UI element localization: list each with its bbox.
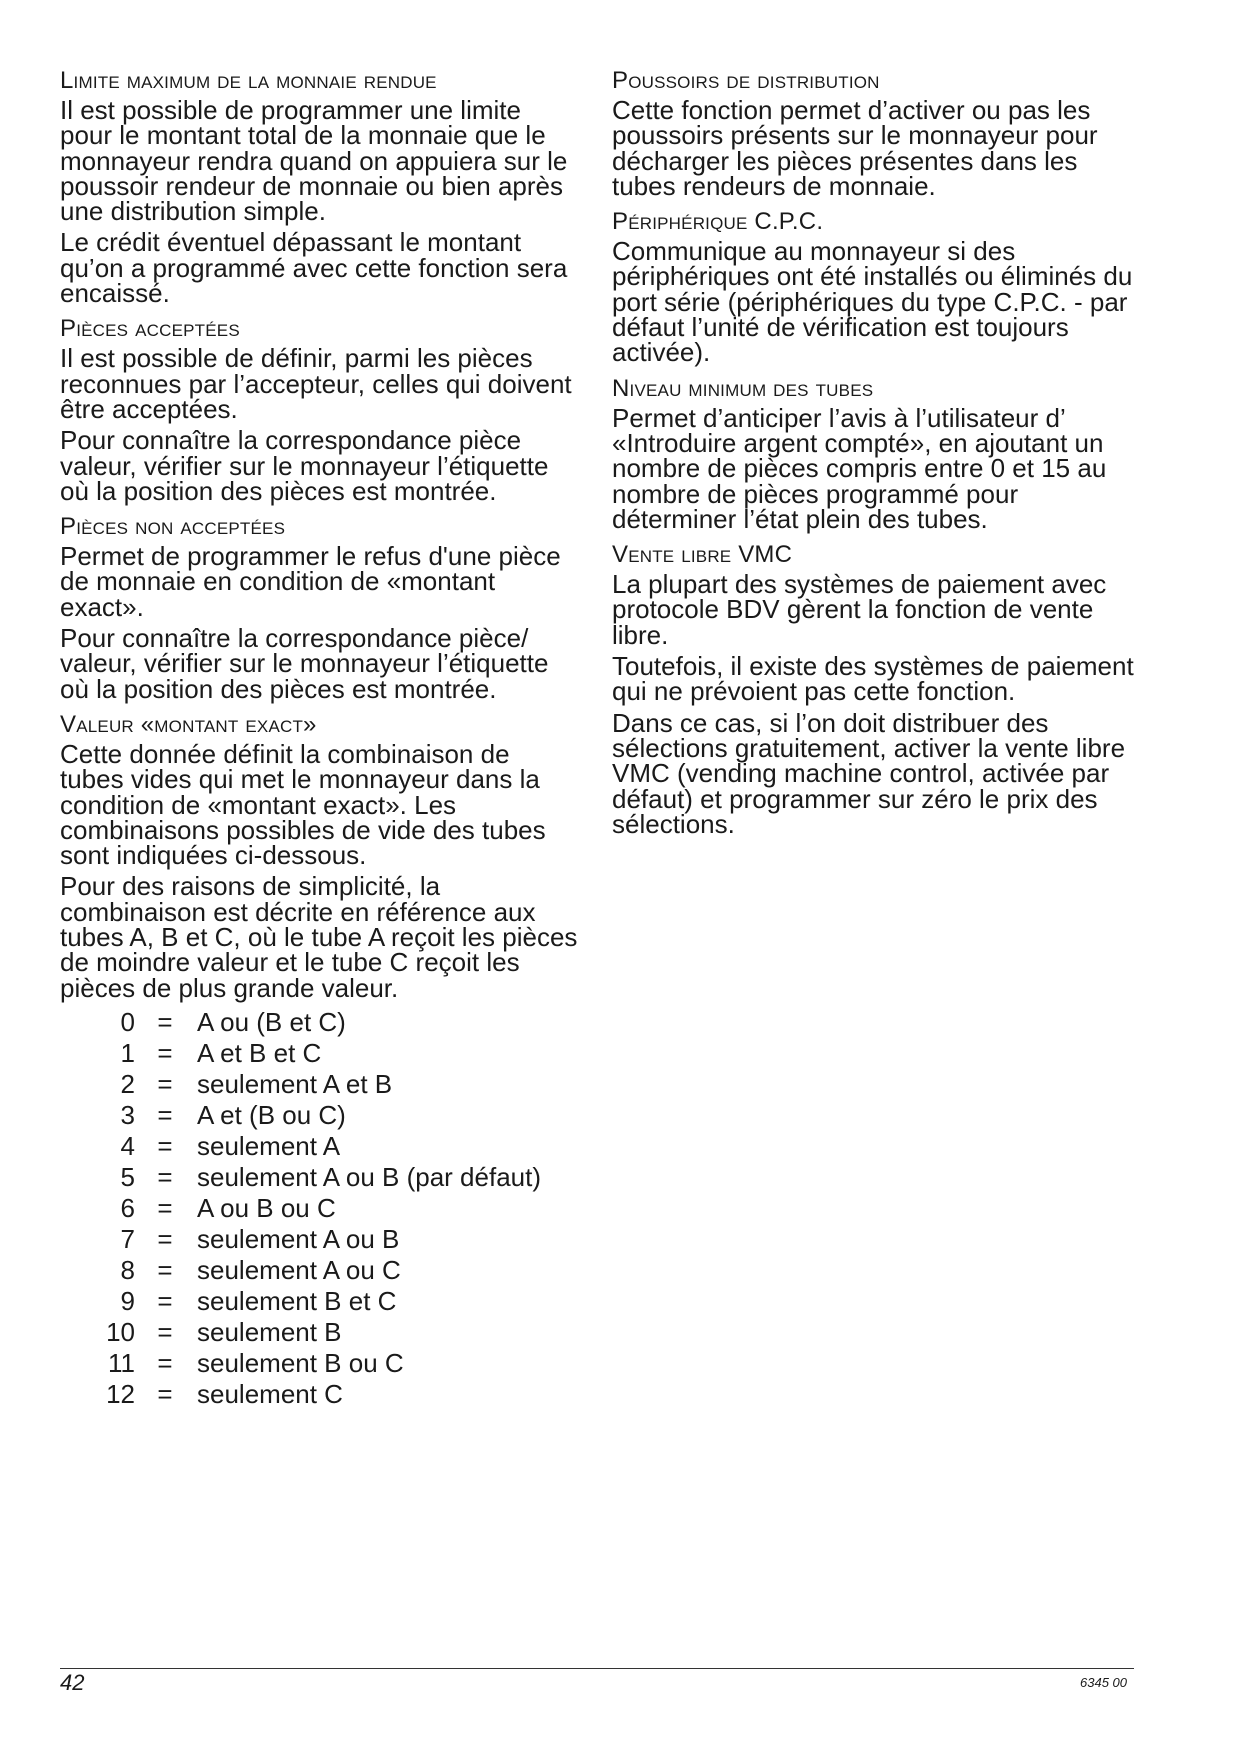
- section-vente-libre-vmc: [612, 542, 1147, 837]
- combination-item: [60, 1100, 580, 1131]
- section-pieces-acceptees: [60, 316, 580, 504]
- section-heading: Périphérique C.P.C.: [612, 208, 824, 236]
- section-paragraph: Le crédit éventuel dépassant le montant qu’on a programmé avec cette fonction sera encaissé.: [60, 227, 568, 309]
- combination-item: [60, 1317, 580, 1348]
- combination-text: seulement A: [197, 1130, 341, 1161]
- section-paragraph: Communique au monnayeur si des périphériques ont été installés ou éliminés du port série (périphériques du type C.P.C. - par défaut l’unité de vérification est toujours activée).: [612, 236, 1133, 368]
- combination-number: 3: [120, 1099, 135, 1130]
- section-heading: Valeur «montant exact»: [60, 710, 317, 738]
- combination-text: seulement A ou B: [197, 1223, 400, 1254]
- combination-number: 10: [106, 1316, 135, 1347]
- section-paragraph: Permet d’anticiper l’avis à l’utilisateur d’ «Introduire argent compté», en ajoutant un nombre de pièces compris entre 0 et 15 au nombre de pièces programmé pour déterminer l’état plein des tubes.: [612, 402, 1107, 534]
- combination-number: 7: [120, 1223, 135, 1254]
- combination-equals: =: [157, 1006, 173, 1037]
- section-poussoirs-distribution: [612, 68, 1147, 199]
- section-paragraph: Pour connaître la correspondance pièce valeur, vérifier sur le monnayeur l’étiquette où la position des pièces est montrée.: [60, 425, 549, 506]
- right-column: [612, 68, 1147, 847]
- combination-equals: =: [157, 1347, 173, 1378]
- combination-text: A et (B ou C): [197, 1099, 346, 1130]
- section-paragraph: Pour connaître la correspondance pièce/ valeur, vérifier sur le monnayeur l’étiquette où la position des pièces est montrée.: [60, 623, 549, 704]
- combination-text: A ou (B et C): [197, 1006, 346, 1037]
- section-paragraph: Toutefois, il existe des systèmes de paiement qui ne prévoient pas cette fonction.: [612, 651, 1134, 707]
- section-paragraph: Permet de programmer le refus d'une pièce de monnaie en condition de «montant exact».: [60, 541, 561, 622]
- page-number: 42: [60, 1670, 85, 1695]
- section-peripherique-cpc: [612, 208, 1147, 368]
- combination-number: 5: [120, 1161, 135, 1192]
- combination-item: [60, 1069, 580, 1100]
- section-niveau-minimum-tubes: [612, 376, 1147, 532]
- combination-item: [60, 1348, 580, 1379]
- combination-item: [60, 1379, 580, 1410]
- combination-equals: =: [157, 1316, 173, 1347]
- combination-equals: =: [157, 1285, 173, 1316]
- section-heading: Pièces non acceptées: [60, 513, 286, 541]
- combination-item: [60, 1255, 580, 1286]
- combination-equals: =: [157, 1223, 173, 1254]
- section-heading: Vente libre VMC: [612, 541, 793, 569]
- combination-number: 9: [120, 1285, 135, 1316]
- combination-number: 6: [120, 1192, 135, 1223]
- combination-number: 1: [120, 1037, 135, 1068]
- combination-text: seulement B et C: [197, 1285, 397, 1316]
- combination-equals: =: [157, 1037, 173, 1068]
- section-paragraph: Il est possible de définir, parmi les pièces reconnues par l’accepteur, celles qui doivent être acceptées.: [60, 343, 572, 424]
- section-paragraph: Pour des raisons de simplicité, la combinaison est décrite en référence aux tubes A, B et C, où le tube A reçoit les pièces de moindre valeur et le tube C reçoit les pièces de plus grande valeur.: [60, 871, 578, 1003]
- section-limite-maximum: [60, 67, 580, 309]
- section-heading: Pièces acceptées: [60, 315, 240, 343]
- combination-text: seulement B ou C: [197, 1347, 404, 1378]
- section-paragraph: Cette fonction permet d’activer ou pas les poussoirs présents sur le monnayeur pour décharger les pièces présentes dans les tubes rendeurs de monnaie.: [612, 95, 1098, 201]
- combination-equals: =: [157, 1254, 173, 1285]
- combination-number: 0: [120, 1006, 135, 1037]
- combination-text: seulement A et B: [197, 1068, 393, 1099]
- footer-divider: [60, 1668, 1134, 1669]
- section-paragraph: Dans ce cas, si l’on doit distribuer des sélections gratuitement, activer la vente libre VMC (vending machine control, activée par défaut) et programmer sur zéro le prix des sélections.: [612, 707, 1126, 839]
- combination-item: [60, 1224, 580, 1255]
- combination-equals: =: [157, 1161, 173, 1192]
- combination-text: seulement A ou B (par défaut): [197, 1161, 541, 1192]
- section-heading: Niveau minimum des tubes: [612, 374, 874, 402]
- section-heading: Poussoirs de distribution: [612, 67, 880, 94]
- combination-number: 2: [120, 1068, 135, 1099]
- combination-number: 11: [108, 1347, 135, 1378]
- document-code: 6345 00: [1080, 1675, 1127, 1690]
- section-paragraph: Il est possible de programmer une limite pour le montant total de la monnaie que le monnayeur rendra quand on appuiera sur le poussoir rendeur de monnaie ou bien après une distribution simple.: [60, 95, 568, 227]
- combination-item: [60, 1038, 580, 1069]
- combination-text: A et B et C: [197, 1037, 322, 1068]
- combination-text: seulement A ou C: [197, 1254, 401, 1285]
- combination-number: 4: [120, 1130, 135, 1161]
- combination-list: [60, 1007, 580, 1410]
- section-heading: Limite maximum de la monnaie rendue: [60, 67, 437, 94]
- section-pieces-non-acceptees: [60, 514, 580, 702]
- combination-text: seulement C: [197, 1378, 343, 1409]
- combination-equals: =: [157, 1099, 173, 1130]
- combination-text: seulement B: [197, 1316, 342, 1347]
- section-paragraph: La plupart des systèmes de paiement avec protocole BDV gèrent la fonction de vente libre.: [612, 569, 1107, 650]
- left-column: [60, 68, 580, 1420]
- combination-text: A ou B ou C: [197, 1192, 336, 1223]
- combination-item: [60, 1286, 580, 1317]
- combination-item: [60, 1007, 580, 1038]
- combination-equals: =: [157, 1068, 173, 1099]
- combination-equals: =: [157, 1192, 173, 1223]
- combination-number: 12: [106, 1378, 135, 1409]
- combination-item: [60, 1131, 580, 1162]
- combination-number: 8: [120, 1254, 135, 1285]
- combination-item: [60, 1193, 580, 1224]
- section-valeur-montant-exact: [60, 712, 580, 1410]
- combination-item: [60, 1162, 580, 1193]
- combination-equals: =: [157, 1378, 173, 1409]
- combination-equals: =: [157, 1130, 173, 1161]
- section-paragraph: Cette donnée définit la combinaison de tubes vides qui met le monnayeur dans la condition de «montant exact». Les combinaisons possibles de vide des tubes sont indiquées ci-dessous.: [60, 738, 546, 871]
